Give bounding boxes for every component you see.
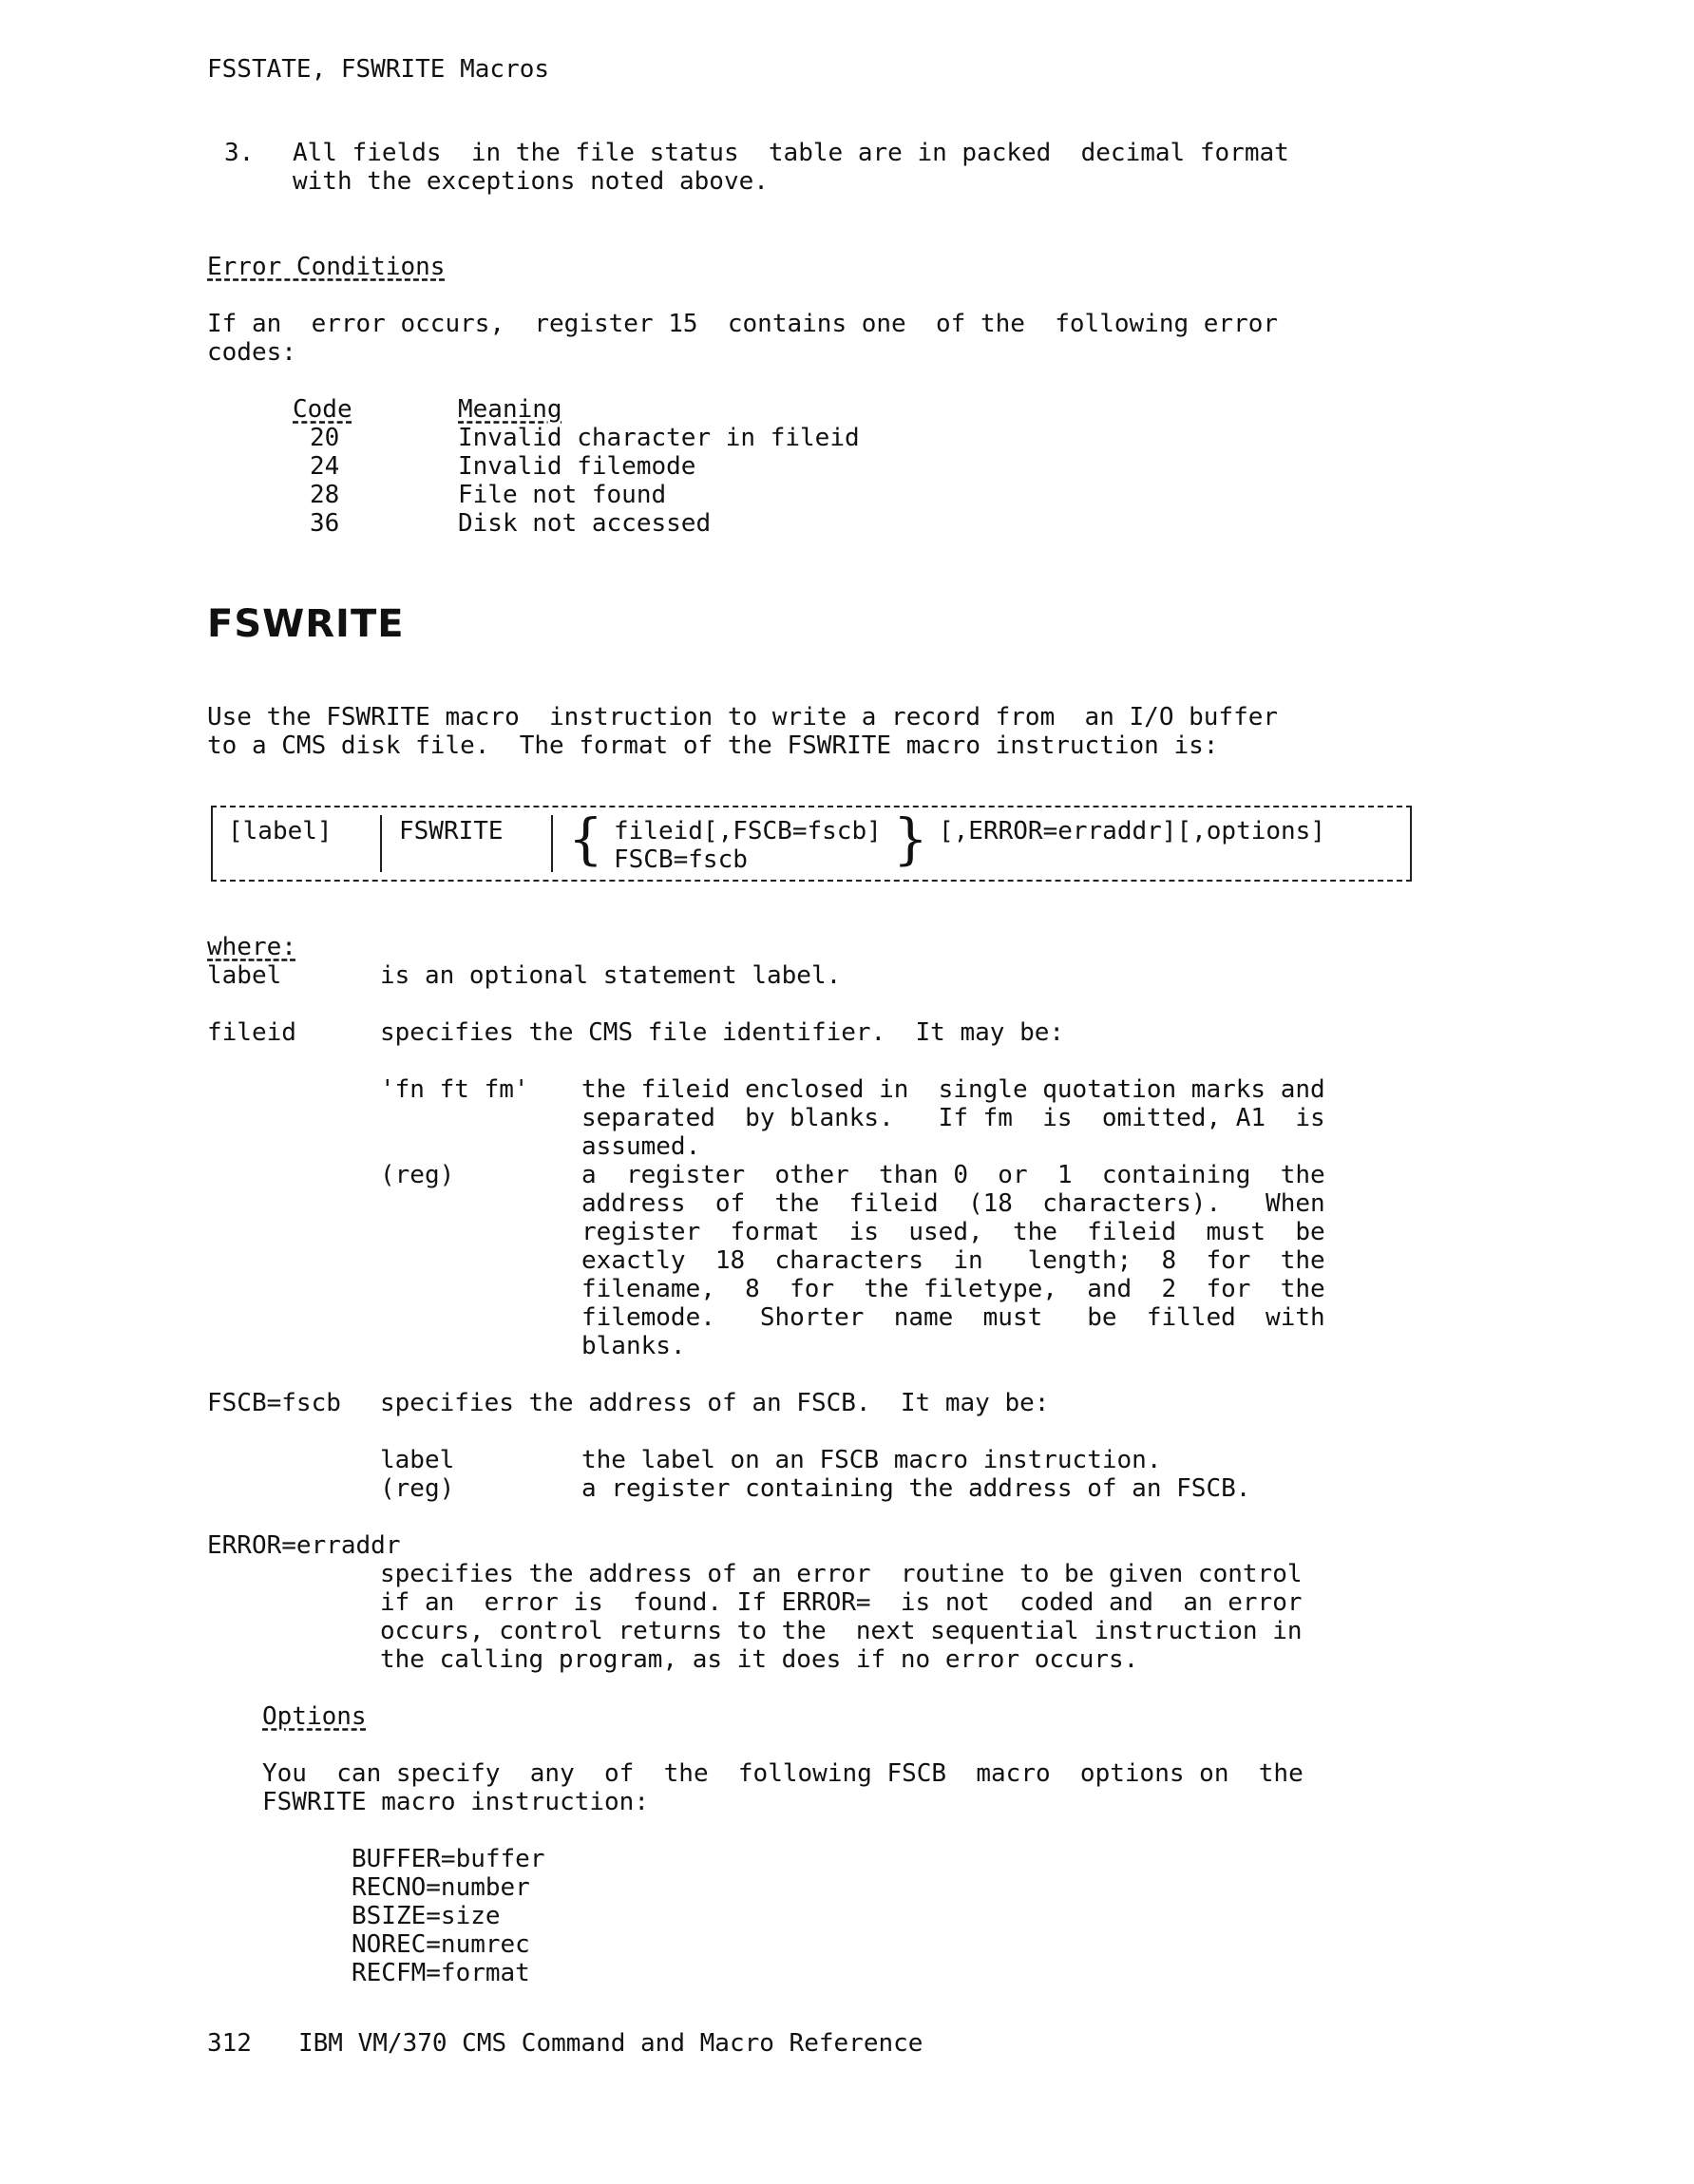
- option-item: RECFM=format: [352, 1959, 530, 1987]
- fileid-option-def-line: assumed.: [581, 1132, 701, 1161]
- syntax-operand-fileid: fileid[,FSCB=fscb]: [614, 817, 882, 845]
- fileid-option-def-line: address of the fileid (18 characters). When: [581, 1189, 1325, 1218]
- page-number: 312: [207, 2029, 252, 2058]
- section-heading-fswrite: FSWRITE: [207, 602, 405, 646]
- param-term-fscb: FSCB=fscb: [207, 1389, 341, 1417]
- fileid-option-term: 'fn ft fm': [380, 1075, 529, 1104]
- error-code: 36: [310, 509, 340, 538]
- param-term-fileid: fileid: [207, 1018, 296, 1047]
- book-title: IBM VM/370 CMS Command and Macro Reference: [298, 2029, 923, 2058]
- fileid-option-term: (reg): [380, 1161, 455, 1189]
- meaning-column-header: Meaning: [458, 395, 562, 424]
- error-conditions-heading: Error Conditions: [207, 253, 446, 281]
- running-header: FSSTATE, FSWRITE Macros: [207, 55, 550, 84]
- fileid-option-def-line: filename, 8 for the filetype, and 2 for the: [581, 1275, 1325, 1303]
- error-intro-line-1: If an error occurs, register 15 contains one of the following error: [207, 310, 1279, 338]
- error-meaning: Disk not accessed: [458, 509, 712, 538]
- error-code: 20: [310, 424, 340, 452]
- fileid-option-def-line: register format is used, the fileid must be: [581, 1218, 1325, 1246]
- fscb-option-def: the label on an FSCB macro instruction.: [581, 1446, 1162, 1474]
- param-term-label: label: [207, 961, 282, 990]
- error-meaning: File not found: [458, 481, 667, 509]
- options-intro-line-1: You can specify any of the following FSCB macro options on the: [262, 1759, 1304, 1788]
- options-intro-line-2: FSWRITE macro instruction:: [262, 1788, 649, 1816]
- error-code: 28: [310, 481, 340, 509]
- where-heading: where:: [207, 933, 296, 961]
- param-def-error-line: if an error is found. If ERROR= is not coded and an error: [380, 1588, 1303, 1617]
- syntax-label: [label]: [228, 817, 333, 845]
- param-def-label: is an optional statement label.: [380, 961, 842, 990]
- syntax-operation: FSWRITE: [399, 817, 504, 845]
- syntax-column-divider: [551, 815, 553, 872]
- option-item: BUFFER=buffer: [352, 1845, 545, 1873]
- note-text-line-1: All fields in the file status table are in packed decimal format: [293, 139, 1289, 167]
- option-item: NOREC=numrec: [352, 1930, 530, 1959]
- fscb-option-def: a register containing the address of an FSCB.: [581, 1474, 1251, 1503]
- param-def-error-line: occurs, control returns to the next sequential instruction in: [380, 1617, 1303, 1645]
- fscb-option-term: (reg): [380, 1474, 455, 1503]
- fileid-option-def-line: blanks.: [581, 1332, 686, 1360]
- error-intro-line-2: codes:: [207, 338, 296, 367]
- syntax-error-options: [,ERROR=erraddr][,options]: [939, 817, 1325, 845]
- fileid-option-def-line: the fileid enclosed in single quotation marks and: [581, 1075, 1325, 1104]
- fileid-option-def-line: a register other than 0 or 1 containing the: [581, 1161, 1325, 1189]
- fileid-option-def-line: exactly 18 characters in length; 8 for the: [581, 1246, 1325, 1275]
- note-number: 3.: [224, 139, 255, 167]
- error-meaning: Invalid character in fileid: [458, 424, 860, 452]
- option-item: BSIZE=size: [352, 1902, 501, 1930]
- fswrite-intro-line-2: to a CMS disk file. The format of the FSWRITE macro instruction is:: [207, 731, 1219, 760]
- left-brace: {: [568, 807, 603, 871]
- param-def-error-line: specifies the address of an error routine to be given control: [380, 1560, 1303, 1588]
- fileid-option-def-line: separated by blanks. If fm is omitted, A1 is: [581, 1104, 1325, 1132]
- fscb-option-term: label: [380, 1446, 455, 1474]
- options-heading: Options: [262, 1702, 367, 1731]
- error-code: 24: [310, 452, 340, 481]
- error-meaning: Invalid filemode: [458, 452, 696, 481]
- param-def-error-line: the calling program, as it does if no error occurs.: [380, 1645, 1139, 1674]
- note-text-line-2: with the exceptions noted above.: [293, 167, 769, 196]
- syntax-box: [211, 806, 1412, 882]
- syntax-operand-fscb: FSCB=fscb: [614, 845, 748, 874]
- right-brace: }: [893, 807, 928, 871]
- fileid-option-def-line: filemode. Shorter name must be filled with: [581, 1303, 1325, 1332]
- option-item: RECNO=number: [352, 1873, 530, 1902]
- param-def-fileid: specifies the CMS file identifier. It may be:: [380, 1018, 1065, 1047]
- code-column-header: Code: [293, 395, 352, 424]
- syntax-column-divider: [380, 815, 382, 872]
- fswrite-intro-line-1: Use the FSWRITE macro instruction to write a record from an I/O buffer: [207, 703, 1279, 731]
- param-def-fscb: specifies the address of an FSCB. It may be:: [380, 1389, 1050, 1417]
- param-term-error: ERROR=erraddr: [207, 1531, 401, 1560]
